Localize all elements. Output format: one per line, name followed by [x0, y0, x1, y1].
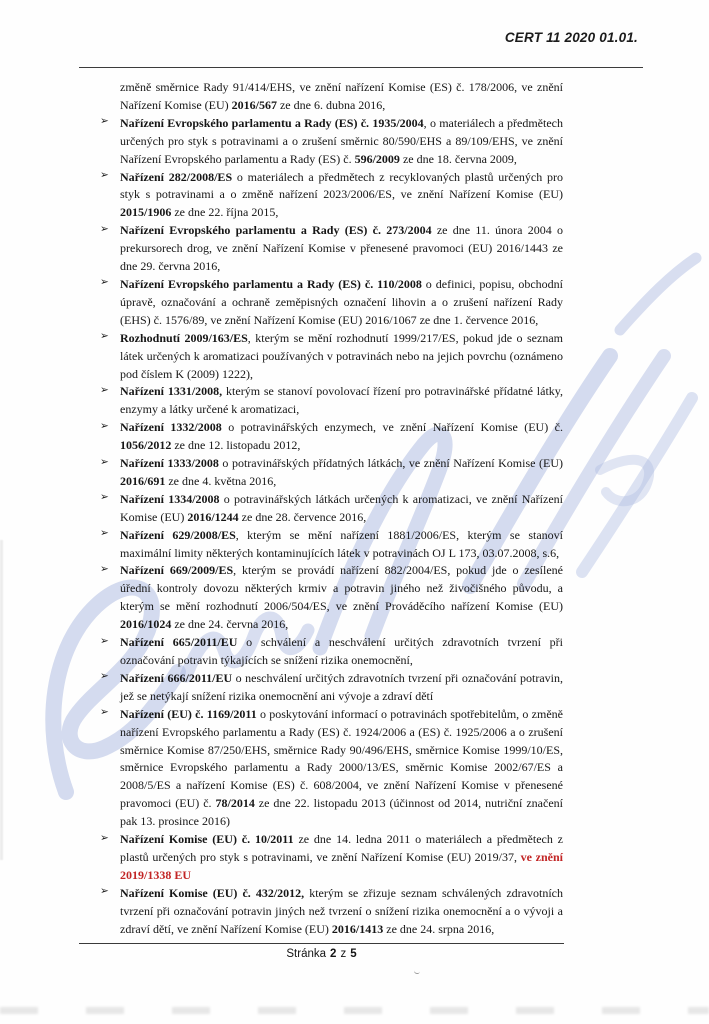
- text-run: ze dne 12. listopadu 2012,: [171, 438, 301, 453]
- list-item: [100, 831, 563, 885]
- paragraph: [120, 79, 563, 115]
- document-body: [100, 79, 564, 939]
- list-item: [100, 383, 564, 419]
- scan-edge-artifact-left: [0, 540, 3, 860]
- text-run: Nařízení 629/2008/ES: [120, 527, 236, 542]
- list-item: [100, 491, 564, 527]
- scan-speck: [414, 969, 421, 975]
- text-run: ze dne 14. ledna 2011 o materiálech a předmětech z plastů určených pro styk s potravinami, ve znění Nařízení Komise (EU) 2019/37,: [120, 832, 563, 864]
- list-item: [100, 419, 563, 455]
- text-run: Nařízení 665/2011/EU: [120, 635, 238, 650]
- arrow-bullet-icon: ➢: [100, 455, 109, 468]
- list-item: [100, 169, 563, 223]
- text-run: o definici, popisu, obchodní úpravě, označování a ochraně zeměpisných označení lihovin a o zrušení nařízení Rady (EHS) č. 1576/89, ve znění Nařízení Komise (EU) 2016/1067 ze dne 1. července 2016,: [120, 276, 563, 327]
- text-run: o materiálech a předmětech z recyklovaných plastů určených pro styk s potravinami a o změně nařízení 2023/2006/ES, ve znění Nařízení Komise (EU): [120, 169, 563, 202]
- text-run: o potravinářských látkách určených k aromatizaci, ve znění Nařízení Komise (EU): [120, 491, 564, 524]
- text-run: ze dne 24. srpna 2016,: [383, 921, 495, 936]
- arrow-bullet-icon: ➢: [100, 670, 109, 683]
- arrow-bullet-icon: ➢: [100, 419, 109, 432]
- arrow-bullet-icon: ➢: [100, 276, 109, 289]
- text-run: 2016/567: [231, 97, 277, 112]
- arrow-bullet-icon: ➢: [100, 383, 109, 396]
- arrow-bullet-icon: ➢: [100, 491, 109, 504]
- text-run: Nařízení 1332/2008: [120, 420, 222, 435]
- text-run: o potravinářských enzymech, ve znění Nařízení Komise (EU) č.: [221, 420, 563, 435]
- text-run: o neschválení určitých zdravotních tvrzení při označování potravin, jež se netýkají snížení rizika onemocnění ani vývoje a zdraví dětí: [120, 670, 563, 703]
- list-item: [100, 455, 563, 491]
- text-run: 2016/1024: [120, 617, 172, 632]
- text-run: Nařízení 1331/2008,: [120, 384, 223, 399]
- list-item: [100, 706, 563, 831]
- text-run: ze dne 11. února 2004 o prekursorech drog, ve znění Nařízení Komise v přenesené pravomoci (EU) 2016/1443 ze dne 29. června 2016,: [120, 223, 563, 274]
- text-run: 596/2009: [354, 151, 400, 166]
- text-run: 2016/691: [120, 473, 166, 488]
- text-run: ze dne 24. června 2016,: [171, 617, 289, 632]
- text-run: 2016/1413: [331, 921, 384, 936]
- text-run: 2015/1906: [120, 205, 172, 220]
- list-item: [100, 276, 563, 330]
- arrow-bullet-icon: ➢: [100, 562, 109, 575]
- text-run: Rozhodnutí 2009/163/ES: [120, 330, 248, 345]
- header-rule: [79, 67, 643, 68]
- arrow-bullet-icon: ➢: [100, 831, 109, 844]
- arrow-bullet-icon: ➢: [100, 115, 109, 128]
- text-run: Nařízení Evropského parlamentu a Rady (ES) č. 110/2008: [120, 276, 422, 291]
- footer-page-current: 2: [330, 948, 337, 960]
- text-run: Nařízení Evropského parlamentu a Rady (ES) č. 1935/2004: [120, 115, 424, 130]
- text-run: Nařízení Evropského parlamentu a Rady (ES) č. 273/2004: [120, 223, 432, 238]
- arrow-bullet-icon: ➢: [100, 330, 109, 343]
- page-number-footer: [79, 948, 564, 960]
- text-run: ze dne 28. července 2016,: [238, 509, 367, 524]
- footer-label: Stránka: [286, 948, 327, 960]
- text-run: ze dne 4. května 2016,: [165, 473, 277, 488]
- text-run: kterým se stanoví povolovací řízení pro potravinářské přídatné látky, enzymy a látky určené k aromatizaci,: [120, 384, 564, 417]
- text-run: Nařízení 666/2011/EU: [120, 670, 233, 685]
- text-run: Nařízení Komise (EU) č. 10/2011: [120, 832, 294, 847]
- footer-page-total: 5: [350, 948, 357, 960]
- text-run: , o materiálech a předmětech určených pro styk s potravinami a o zrušení směrnic 80/590/EHS a 89/109/EHS, ve znění Nařízení Evropského parlamentu a Rady (ES) č.: [120, 115, 563, 166]
- text-run: o schválení a neschválení určitých zdravotních tvrzení při označování potravin týkajících se snížení rizika onemocnění,: [120, 635, 564, 667]
- text-run: ze dne 18. června 2009,: [399, 151, 517, 166]
- text-run: Nařízení 1333/2008: [120, 456, 219, 471]
- text-run: , kterým se mění rozhodnutí 1999/217/ES, pokud jde o seznam látek určených k aromatizaci používaných v potravinách nebo na jejich povrchu (oznámeno pod číslem K (2009) 1222),: [120, 330, 563, 381]
- text-run: Nařízení Komise (EU) č. 432/2012,: [120, 885, 305, 900]
- text-run: ze dne 6. dubna 2016,: [276, 97, 386, 112]
- text-run: , kterým se provádí nařízení 882/2004/ES, pokud jde o zesílené úřední kontroly dovozu některých krmiv a potravin jiného než živočišného původu, a kterým se mění rozhodnutí 2006/504/ES, ve znění Prováděcího nařízení Komise (EU): [120, 563, 563, 614]
- document-header-title: CERT 11 2020 01.01.: [504, 30, 638, 45]
- arrow-bullet-icon: ➢: [100, 222, 109, 235]
- list-item: [100, 670, 563, 706]
- scan-edge-artifact: [0, 1007, 709, 1014]
- text-run: ze dne 22. října 2015,: [171, 205, 279, 220]
- footer-rule: [79, 943, 564, 944]
- text-run: 78/2014: [215, 796, 255, 811]
- text-run: 1056/2012: [120, 438, 172, 453]
- arrow-bullet-icon: ➢: [100, 527, 109, 540]
- list-item: [100, 885, 563, 939]
- list-item: [100, 562, 563, 634]
- text-run: Nařízení 282/2008/ES: [120, 169, 233, 184]
- list-item: [100, 330, 563, 384]
- text-run: Nařízení (EU) č. 1169/2011: [120, 706, 257, 721]
- arrow-bullet-icon: ➢: [100, 634, 109, 647]
- footer-of-word: z: [340, 948, 347, 960]
- text-run: kterým se zřizuje seznam schválených zdravotních tvrzení při označování potravin jiných než tvrzení o snížení rizika onemocnění a o vývoji a zdraví dětí, ve znění Nařízení Komise (EU): [120, 885, 563, 936]
- text-run: Nařízení 669/2009/ES: [120, 563, 234, 578]
- text-run: o poskytování informací o potravinách spotřebitelům, o změně nařízení Evropského parlamentu a Rady (ES) č. 1924/2006 a (ES) č. 1925/2006 a o zrušení směrnice Komise 87/250/EHS, směrnice Rady 90/496/EHS, směrnice Komise 1999/10/ES, směrnice Evropského parlamentu a Rady 2000/13/ES, směrnic Komise 2002/67/ES a 2008/5/ES a nařízení Komise (ES) č. 608/2004, ve znění Nařízení Komise v přenesené pravomoci (EU) č.: [120, 706, 563, 811]
- list-item: [100, 634, 564, 670]
- text-run: ve znění 2019/1338 EU: [120, 849, 563, 882]
- arrow-bullet-icon: ➢: [100, 169, 109, 182]
- arrow-bullet-icon: ➢: [100, 706, 109, 719]
- text-run: ze dne 22. listopadu 2013 (účinnost od 2014, nutriční značení pak 13. prosince 2016): [120, 796, 563, 829]
- text-run: o potravinářských přídatných látkách, ve znění Nařízení Komise (EU): [218, 456, 563, 471]
- text-run: 2016/1244: [187, 509, 239, 524]
- list-item: [100, 115, 563, 169]
- text-run: Nařízení 1334/2008: [120, 491, 220, 506]
- text-run: , kterým se mění nařízení 1881/2006/ES, kterým se stanoví maximální limity některých kontaminujících látek v potravinách OJ L 173, 03.07.2008, s.6,: [120, 527, 563, 560]
- list-item: [100, 527, 563, 563]
- list-item: [100, 222, 563, 276]
- arrow-bullet-icon: ➢: [100, 885, 109, 898]
- text-run: změně směrnice Rady 91/414/EHS, ve znění nařízení Komise (ES) č. 178/2006, ve znění Nařízení Komise (EU): [120, 80, 563, 112]
